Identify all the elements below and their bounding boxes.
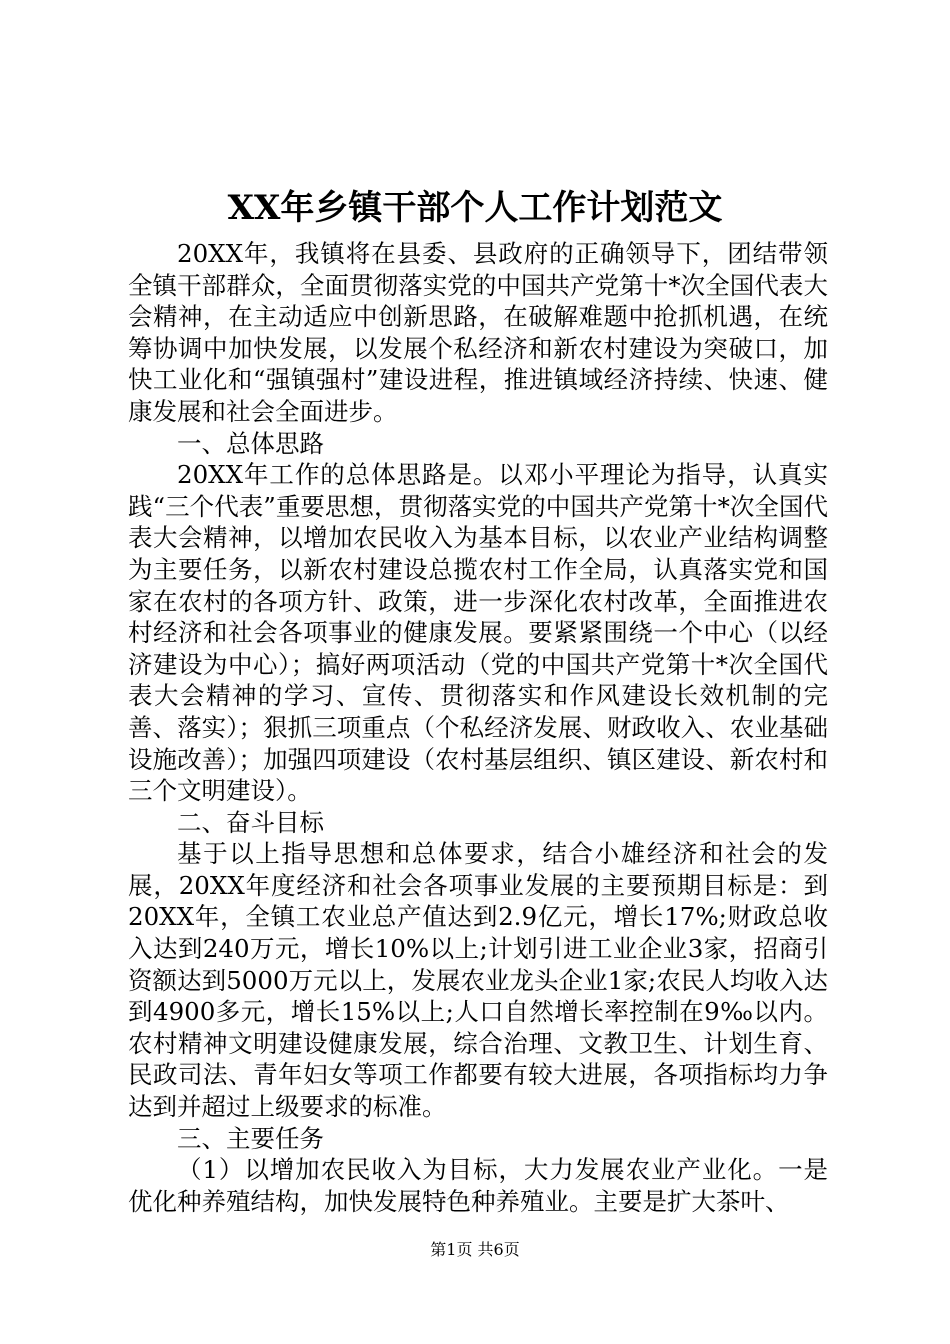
goals-paragraph: 基于以上指导思想和总体要求，结合小雄经济和社会的发展，20XX年度经济和社会各项事业发展的主要预期目标是：到20XX年，全镇工农业总产值达到2.9亿元，增长17%;财政总收入达到240万元，增长10%以上;计划引进工业企业3家，招商引资额达到5000万元以上，发展农业龙头企业1家;农民人均收入达到4900多元，增长15%以上;人口自然增长率控制在9‰以内。农村精神文明建设健康发展，综合治理、文教卫生、计划生育、民政司法、青年妇女等项工作都要有较大进展，各项指标均力争达到并超过上级要求的标准。: [128, 839, 828, 1122]
section-heading-goals: 二、奋斗目标: [177, 807, 324, 837]
page-footer: 第1页 共6页: [430, 1240, 520, 1259]
overall-approach-paragraph: 20XX年工作的总体思路是。以邓小平理论为指导，认真实践“三个代表”重要思想，贯彻落实党的中国共产党第十*次全国代表大会精神，以增加农民收入为基本目标，以农业产业结构调整为主要任务，以新农村建设总揽农村工作全局，认真落实党和国家在农村的各项方针、政策，进一步深化农村改革，全面推进农村经济和社会各项事业的健康发展。要紧紧围绕一个中心（以经济建设为中心）；搞好两项活动（党的中国共产党第十*次全国代表大会精神的学习、宣传、贯彻落实和作风建设长效机制的完善、落实）；狠抓三项重点（个私经济发展、财政收入、农业基础设施改善）；加强四项建设（农村基层组织、镇区建设、新农村和三个文明建设）。: [128, 460, 828, 806]
main-tasks-paragraph: （1）以增加农民收入为目标，大力发展农业产业化。一是优化种养殖结构，加快发展特色种养殖业。主要是扩大茶叶、: [128, 1155, 828, 1216]
section-heading-overall-approach: 一、总体思路: [177, 428, 324, 458]
document-title: XX年乡镇干部个人工作计划范文: [227, 188, 723, 228]
section-heading-main-tasks: 三、主要任务: [177, 1123, 324, 1153]
document-body: [128, 238, 828, 1217]
intro-paragraph: 20XX年，我镇将在县委、县政府的正确领导下，团结带领全镇干部群众，全面贯彻落实党的中国共产党第十*次全国代表大会精神，在主动适应中创新思路，在破解难题中抢抓机遇，在统筹协调中加快发展，以发展个私经济和新农村建设为突破口，加快工业化和“强镇强村”建设进程，推进镇域经济持续、快速、健康发展和社会全面进步。: [128, 239, 828, 426]
